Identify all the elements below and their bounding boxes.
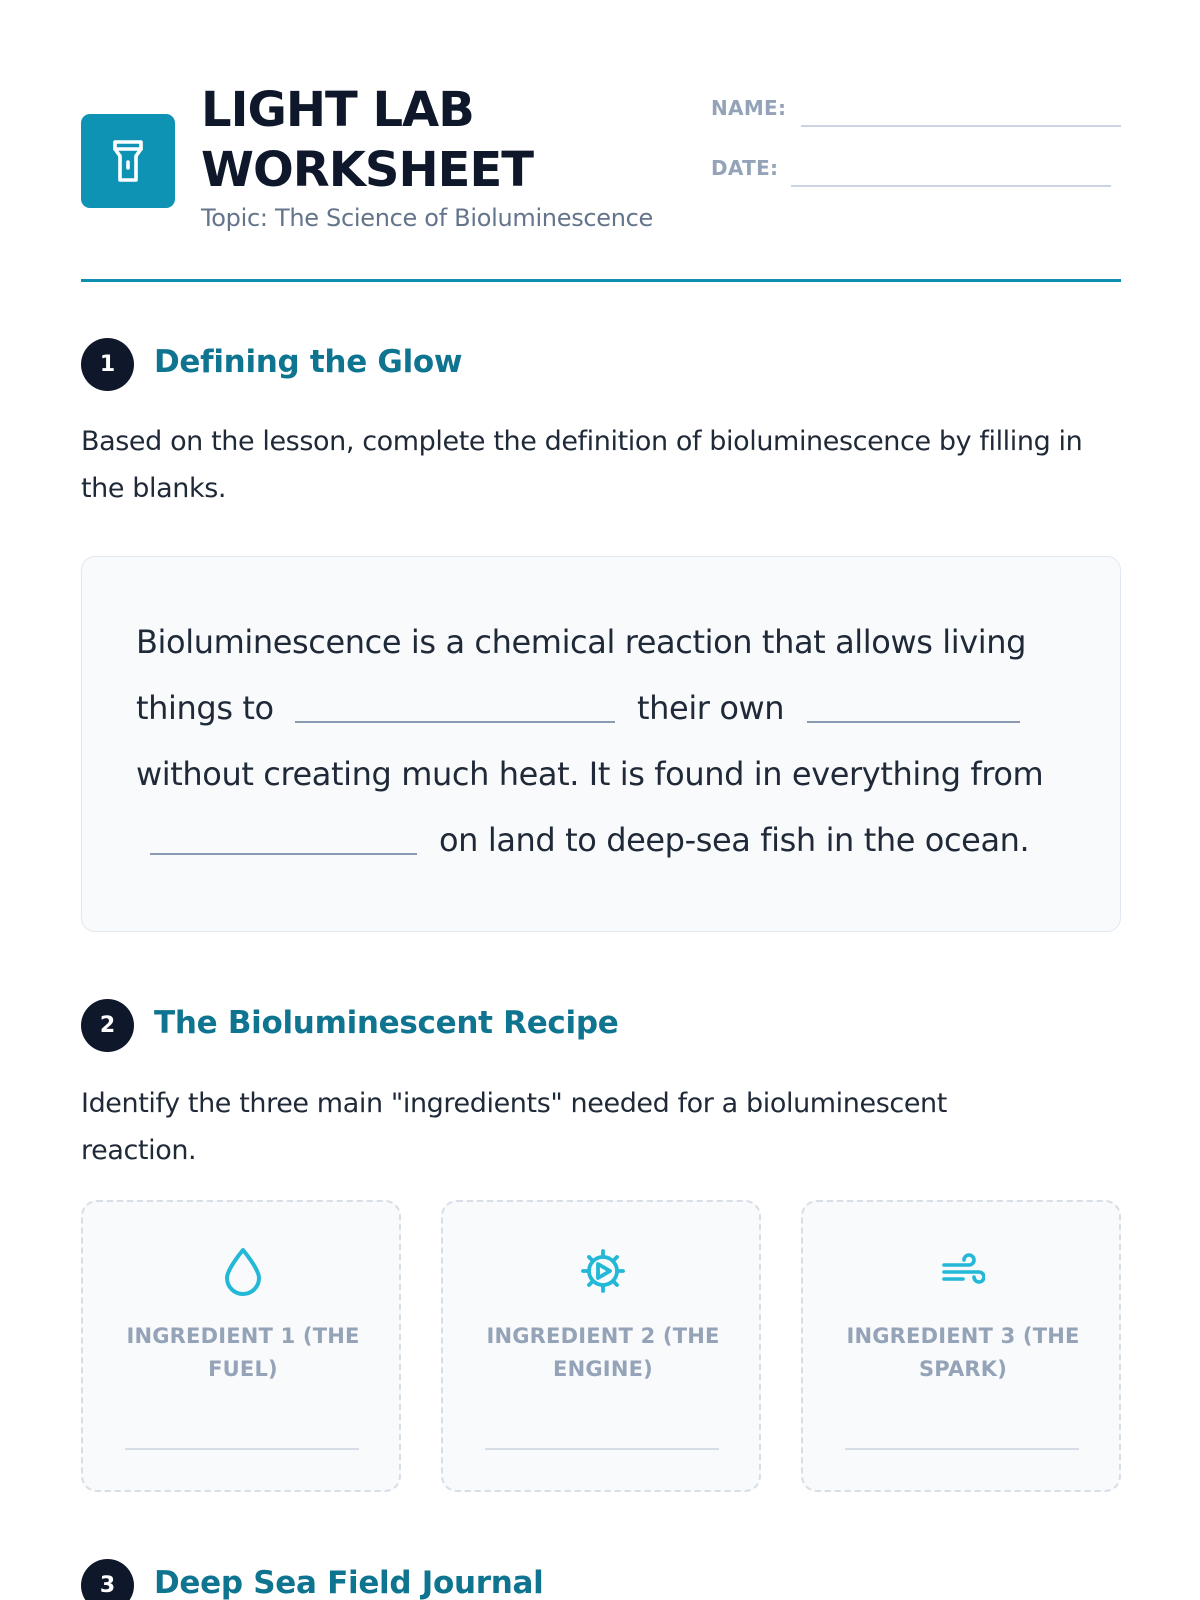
section-title: Deep Sea Field Journal (154, 1565, 544, 1600)
name-label: NAME: (711, 96, 787, 120)
section-2-instructions: Identify the three main "ingredients" needed for a bioluminescent reaction. (81, 1088, 947, 1166)
wind-icon (941, 1246, 985, 1296)
date-field[interactable] (791, 185, 1111, 187)
ingredient-answer-line[interactable] (485, 1448, 719, 1450)
worksheet-header (81, 80, 1121, 282)
worksheet-page (81, 0, 1121, 1600)
definition-text: Bioluminescence is a chemical reaction that allows living (136, 623, 1027, 661)
blank-field-2[interactable] (807, 721, 1020, 723)
blank-field-3[interactable] (150, 853, 417, 855)
definition-text: on land to deep-sea fish in the ocean. (439, 821, 1030, 859)
definition-box (81, 556, 1121, 932)
name-field[interactable] (801, 125, 1121, 127)
section-1-instructions: Based on the lesson, complete the definition of bioluminescence by filling in the blanks. (81, 426, 1083, 504)
section-number: 3 (81, 1559, 134, 1600)
date-field-row (711, 148, 1121, 178)
ingredient-label: INGREDIENT 3 (THE SPARK) (846, 1324, 1080, 1381)
worksheet-topic: Topic: The Science of Bioluminescence (201, 204, 654, 232)
ingredient-card-fuel (81, 1200, 401, 1492)
ingredient-answer-line[interactable] (845, 1448, 1079, 1450)
definition-text: without creating much heat. It is found in everything from (136, 755, 1044, 793)
blank-field-1[interactable] (295, 721, 615, 723)
section-title: Defining the Glow (154, 344, 463, 380)
section-3-header (81, 1559, 1121, 1600)
ingredient-card-engine (441, 1200, 761, 1492)
section-title: The Bioluminescent Recipe (154, 1005, 619, 1041)
section-2-header (81, 999, 1121, 1053)
ingredient-answer-line[interactable] (125, 1448, 359, 1450)
logo-badge (81, 114, 175, 208)
definition-text: things to (136, 689, 274, 727)
gear-icon (581, 1246, 625, 1296)
name-field-row (711, 88, 1121, 118)
ingredient-label: INGREDIENT 1 (THE FUEL) (126, 1324, 360, 1381)
definition-text: their own (637, 689, 785, 727)
flashlight-icon (112, 139, 144, 183)
section-number: 2 (81, 999, 134, 1052)
section-number: 1 (81, 338, 134, 391)
ingredient-label: INGREDIENT 2 (THE ENGINE) (486, 1324, 720, 1381)
date-label: DATE: (711, 156, 779, 180)
section-1-header (81, 338, 1121, 392)
ingredient-card-spark (801, 1200, 1121, 1492)
worksheet-title: LIGHT LAB WORKSHEET (201, 82, 533, 198)
droplet-icon (221, 1246, 265, 1296)
